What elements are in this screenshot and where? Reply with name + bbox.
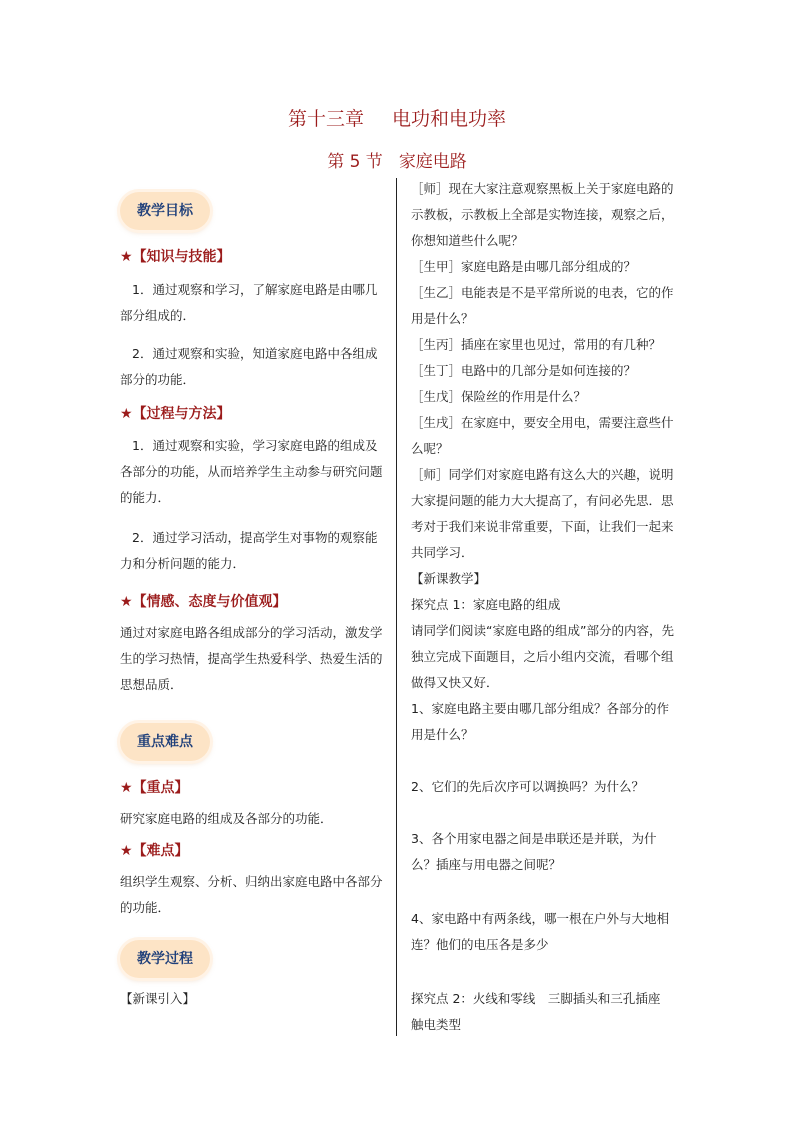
explore-point-2: 探究点 2：火线和零线 三脚插头和三孔插座 触电类型 [411, 991, 673, 1032]
heading-process-methods: ★【过程与方法】 [120, 406, 231, 422]
badge-teaching-goals: 教学目标 [120, 192, 210, 230]
section-number: 第 5 节 [327, 152, 383, 172]
emotion-item: 通过对家庭电路各组成部分的学习活动，激发学生的学习热情，提高学生热爱科学、热爱生活的思想品质． [120, 625, 383, 692]
section-name: 家庭电路 [398, 152, 467, 172]
student-question-4: ［生丁］电路中的几部分是如何连接的？ [411, 363, 637, 378]
heading-emotion-values: ★【情感、态度与价值观】 [120, 594, 287, 610]
heading-difficult-points: ★【难点】 [120, 843, 189, 859]
key-point-text: 研究家庭电路的组成及各部分的功能． [120, 811, 333, 826]
question-2: 2、它们的先后次序可以调换吗？为什么？ [411, 779, 644, 794]
student-question-3: ［生丙］插座在家里也见过，常用的有几种？ [411, 337, 662, 352]
question-3: 3、各个用家电器之间是串联还是并联，为什么？插座与用电器之间呢？ [411, 831, 657, 872]
teacher-remark-1: ［师］现在大家注意观察黑板上关于家庭电路的示教板，示教板上全部是实物连接，观察之后，你想知道些什么呢？ [411, 181, 674, 248]
new-lesson-intro: 【新课引入】 [120, 991, 196, 1006]
student-question-6: ［生戌］在家庭中，要安全用电，需要注意些什么呢？ [411, 415, 674, 456]
student-question-5: ［生戊］保险丝的作用是什么？ [411, 389, 587, 404]
reading-instruction: 请同学们阅读“家庭电路的组成”部分的内容，先独立完成下面题目，之后小组内交流，看哪个组做得又快又好． [411, 623, 674, 690]
column-divider [396, 178, 397, 1036]
student-question-1: ［生甲］家庭电路是由哪几部分组成的？ [411, 259, 637, 274]
explore-point-1: 探究点 1：家庭电路的组成 [411, 597, 561, 612]
difficult-point-text: 组织学生观察、分析、归纳出家庭电路中各部分的功能． [120, 874, 383, 915]
process-item-1: 1．通过观察和实验，学习家庭电路的组成及各部分的功能，从而培养学生主动参与研究问题的能力． [120, 438, 383, 505]
question-4: 4、家电路中有两条线，哪一根在户外与大地相连？他们的电压各是多少 [411, 911, 669, 952]
right-column [411, 176, 677, 1038]
teacher-remark-2: ［师］同学们对家庭电路有这么大的兴趣，说明大家提问题的能力大大提高了，有问必先思．思考对于我们来说非常重要，下面，让我们一起来共同学习． [411, 467, 674, 560]
badge-teaching-process: 教学过程 [120, 940, 210, 978]
heading-knowledge-skills: ★【知识与技能】 [120, 249, 231, 265]
chapter-name: 电功和电功率 [392, 108, 507, 130]
badge-key-difficult: 重点难点 [120, 723, 210, 761]
chapter-title [0, 104, 794, 131]
knowledge-item-2: 2．通过观察和实验，知道家庭电路中各组成部分的功能． [120, 346, 378, 387]
heading-key-points: ★【重点】 [120, 780, 189, 796]
knowledge-item-1: 1．通过观察和学习，了解家庭电路是由哪几部分组成的． [120, 282, 378, 323]
process-item-2: 2．通过学习活动，提高学生对事物的观察能力和分析问题的能力． [120, 530, 378, 571]
new-lesson-heading: 【新课教学】 [411, 571, 487, 586]
student-question-2: ［生乙］电能表是不是平常所说的电表，它的作用是什么？ [411, 285, 674, 326]
chapter-number: 第十三章 [287, 108, 364, 130]
section-title [0, 147, 794, 172]
question-1: 1、家庭电路主要由哪几部分组成？各部分的作用是什么？ [411, 701, 669, 742]
